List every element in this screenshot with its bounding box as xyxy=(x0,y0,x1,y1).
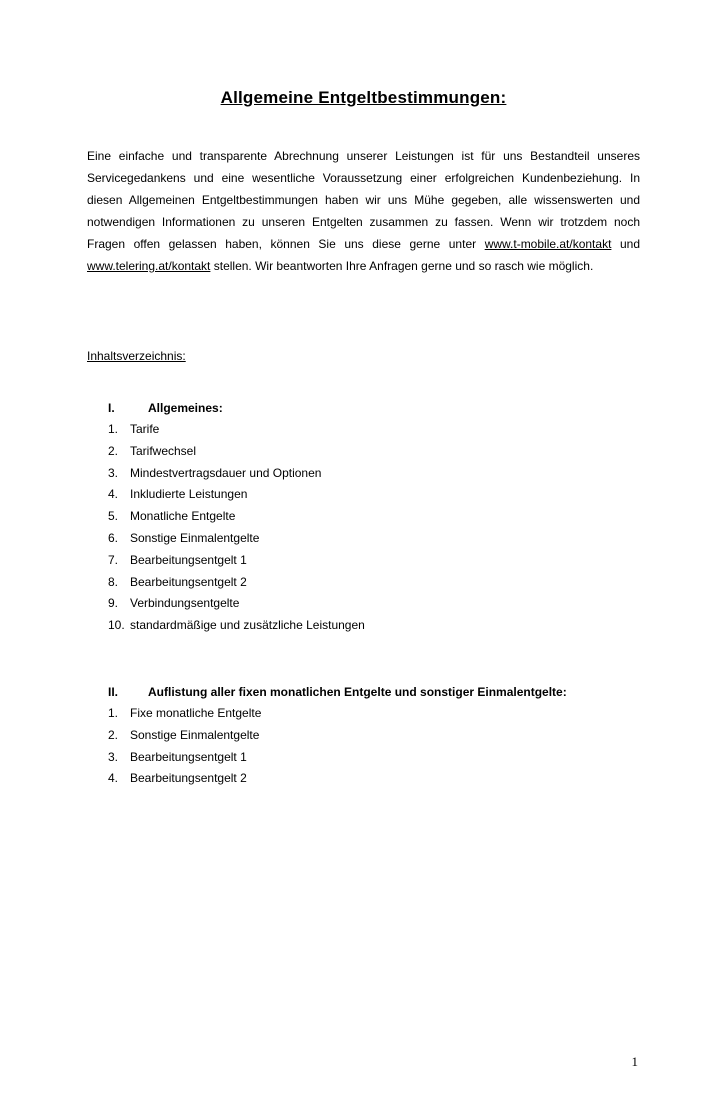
toc-item xyxy=(108,506,640,528)
intro-text-part1: Eine einfache und transparente Abrechnung unserer Leistungen ist für uns Bestandteil unseres Servicegedankens und eine wesentliche Voraussetzung einer erfolgreichen Kundenbeziehung. In diesen Allgemeinen Entgeltbestimmungen haben wir uns Mühe gegeben, alle wissenswerten und notwendigen Informationen zu unseren Entgelten zusammen zu fassen. Wenn wir trotzdem noch Fragen offen gelassen haben, können Sie uns diese gerne unter xyxy=(87,149,640,251)
section-numeral: II. xyxy=(108,684,119,699)
toc-item-number: 7. xyxy=(108,552,119,567)
toc-item xyxy=(108,484,640,506)
toc-item-label: Sonstige Einmalentgelte xyxy=(130,727,260,742)
toc-item xyxy=(108,572,640,594)
section-title: Auflistung aller fixen monatlichen Entgelte und sonstiger Einmalentgelte: xyxy=(148,684,567,699)
intro-paragraph xyxy=(87,145,640,277)
toc-item-number: 4. xyxy=(108,771,119,786)
toc-item-number: 6. xyxy=(108,530,119,545)
toc-item-label: standardmäßige und zusätzliche Leistungen xyxy=(130,618,365,633)
section-title: Allgemeines: xyxy=(148,401,223,415)
toc-item xyxy=(108,528,640,550)
section-numeral: I. xyxy=(108,401,115,415)
toc-heading: Inhaltsverzeichnis: xyxy=(87,349,186,363)
toc-item-number: 1. xyxy=(108,422,119,436)
toc-item xyxy=(108,768,640,790)
toc-item-label: Monatliche Entgelte xyxy=(130,509,236,524)
toc-item-label: Tarifwechsel xyxy=(130,443,197,458)
toc-item-number: 2. xyxy=(108,727,119,742)
toc-section-allgemeines xyxy=(108,397,640,637)
toc-item-number: 4. xyxy=(108,487,119,502)
toc-item-label: Bearbeitungsentgelt 1 xyxy=(130,552,247,567)
toc-item xyxy=(108,550,640,572)
toc-item-label: Mindestvertragsdauer und Optionen xyxy=(130,465,322,480)
toc-item xyxy=(108,703,640,725)
toc-section-header xyxy=(108,397,640,419)
toc-item xyxy=(108,725,640,747)
toc-item-label: Fixe monatliche Entgelte xyxy=(130,705,262,720)
table-of-contents xyxy=(108,397,640,790)
toc-item-number: 9. xyxy=(108,596,119,611)
toc-item-label: Bearbeitungsentgelt 1 xyxy=(130,749,247,764)
toc-item-label: Sonstige Einmalentgelte xyxy=(130,530,260,545)
intro-text-part2: und xyxy=(611,237,640,251)
toc-item-number: 2. xyxy=(108,443,119,458)
toc-section-auflistung xyxy=(108,681,640,790)
toc-item-number: 1. xyxy=(108,705,119,720)
toc-item xyxy=(108,593,640,615)
toc-item xyxy=(108,463,640,485)
toc-item xyxy=(108,615,640,637)
toc-item-number: 8. xyxy=(108,574,119,589)
link-telering-kontakt[interactable]: www.telering.at/kontakt xyxy=(87,259,211,273)
toc-section-header xyxy=(108,681,640,703)
toc-item xyxy=(108,747,640,769)
toc-item-number: 3. xyxy=(108,749,119,764)
link-t-mobile-kontakt[interactable]: www.t-mobile.at/kontakt xyxy=(484,237,612,251)
page-number: 1 xyxy=(631,1054,638,1069)
toc-item-number: 10. xyxy=(108,618,125,633)
toc-item-label: Tarife xyxy=(130,422,160,436)
toc-item xyxy=(108,441,640,463)
toc-item-label: Verbindungsentgelte xyxy=(130,596,240,611)
toc-item-label: Bearbeitungsentgelt 2 xyxy=(130,574,247,589)
document-title: Allgemeine Entgeltbestimmungen: xyxy=(220,88,507,107)
document-page xyxy=(0,88,724,1112)
toc-item-number: 5. xyxy=(108,509,119,524)
toc-item-label: Inkludierte Leistungen xyxy=(130,487,248,502)
toc-item-label: Bearbeitungsentgelt 2 xyxy=(130,771,247,786)
intro-text-part3: stellen. Wir beantworten Ihre Anfragen gerne und so rasch wie möglich. xyxy=(210,259,594,273)
toc-item-number: 3. xyxy=(108,465,119,480)
toc-item xyxy=(108,419,640,441)
